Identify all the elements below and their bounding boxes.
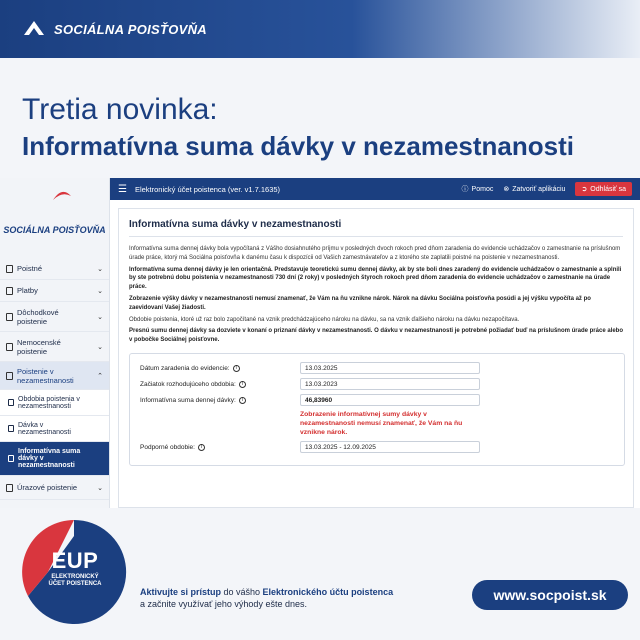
help-label: Pomoc bbox=[471, 185, 494, 193]
sidebar-item-label: Úrazové poistenie bbox=[17, 483, 78, 492]
logout-label: Odhlásiť sa bbox=[590, 185, 626, 193]
headline bbox=[22, 92, 574, 164]
info-icon[interactable]: i bbox=[198, 444, 205, 451]
chevron-down-icon: ⌄ bbox=[97, 265, 103, 273]
hamburger-menu-icon[interactable]: ☰ bbox=[118, 183, 127, 195]
form-label-text: Podporné obdobie: bbox=[140, 443, 195, 451]
sidebar-subitem-label: Informatívna suma dávky v nezamestnanosti bbox=[18, 448, 81, 469]
sidebar-item-nemocenske[interactable] bbox=[0, 332, 109, 362]
form-row-start bbox=[140, 378, 614, 390]
id-card-icon bbox=[8, 399, 14, 406]
brand-logo bbox=[22, 17, 207, 41]
app-title: Elektronický účet poistenca (ver. v1.7.1635) bbox=[134, 184, 281, 194]
top-banner bbox=[0, 0, 640, 58]
close-app-label: Zatvoriť aplikáciu bbox=[512, 185, 566, 193]
sidebar bbox=[0, 178, 110, 508]
chevron-down-icon: ⌄ bbox=[97, 343, 103, 351]
document-icon bbox=[6, 287, 13, 295]
sidebar-subitem-label: Dávka v nezamestnanosti bbox=[18, 421, 71, 436]
form-label bbox=[140, 441, 300, 451]
app-screenshot bbox=[0, 178, 640, 508]
brand-emblem-icon bbox=[22, 17, 46, 41]
promo-part3: Elektronického účtu poistenca bbox=[262, 587, 394, 597]
sidebar-subitem-davka[interactable] bbox=[0, 416, 109, 442]
headline-line2: Informatívna suma dávky v nezamestnanosti bbox=[22, 131, 574, 161]
form-row-period bbox=[140, 441, 614, 453]
info-paragraph-1: Informatívna suma dennej dávky bola vypočítaná z Vášho dosiahnutého príjmu v posledných dvoch rokoch pred dňom zaradenia do evidencie uchádzačov o zamestnanie na príslušnom úrade práce, ktorý má Sociálna poisťovňa k danému času k dispozícii od Vašich zamestnávateľov a z ktorého ste zaplatili poistné na poistenie v nezamestnanosti. bbox=[129, 246, 621, 261]
sidebar-item-label: Platby bbox=[17, 286, 38, 295]
main-content bbox=[118, 208, 634, 508]
form-label-text: Začiatok rozhodujúceho obdobia: bbox=[140, 380, 236, 388]
sidebar-item-nezamestnanost[interactable] bbox=[0, 362, 109, 390]
sidebar-item-label: Poistné bbox=[17, 264, 43, 273]
info-icon[interactable]: i bbox=[233, 365, 240, 372]
document-icon bbox=[6, 313, 13, 321]
chevron-down-icon: ⌄ bbox=[97, 484, 103, 492]
promo-part1: Aktivujte si prístup bbox=[140, 587, 222, 597]
close-app-button[interactable] bbox=[503, 185, 565, 193]
logout-icon: ➲ bbox=[581, 186, 588, 193]
help-icon: ⓘ bbox=[461, 186, 469, 193]
sidebar-item-label: Dôchodkové poistenie bbox=[17, 307, 59, 326]
logout-button[interactable] bbox=[575, 182, 632, 196]
benefit-form-card bbox=[129, 353, 625, 466]
page-title: Informatívna suma dávky v nezamestnanosti bbox=[129, 219, 623, 237]
headline-line1: Tretia novinka: bbox=[22, 93, 218, 126]
sidebar-brand-name: SOCIÁLNA POISŤOVŇA bbox=[3, 225, 106, 235]
app-topbar bbox=[110, 178, 640, 200]
eup-abbr: EUP bbox=[51, 548, 99, 573]
sidebar-item-dochodkove[interactable] bbox=[0, 302, 109, 332]
sidebar-logo bbox=[0, 178, 109, 258]
eup-label bbox=[30, 548, 120, 588]
calculator-icon bbox=[8, 455, 14, 462]
document-icon bbox=[6, 484, 13, 492]
info-paragraph-4: Obdobie poistenia, ktoré už raz bolo započítané na vznik predchádzajúceho nároku na dávku, sa na vznik ďalšieho nároku na dávku nezapočítava. bbox=[129, 316, 520, 323]
form-label-text: Dátum zaradenia do evidencie: bbox=[140, 364, 230, 372]
close-app-icon: ⊗ bbox=[503, 186, 510, 193]
info-paragraph-2: Informatívna suma dennej dávky je len orientačná. Predstavuje teoretickú sumu dennej dávky, ak by ste boli dnes zaradený do evidencie uchádzačov o zamestnanie a splnili by ste potrebnú dobu poistenia v nezamestnanosti 730 dní (2 roky) v posledných štyroch rokoch pred dňom zaradenia do evidencie uchádzačov o zamestnanie na úrade práce. bbox=[129, 266, 622, 291]
sidebar-item-label: Poistenie v nezamestnanosti bbox=[17, 366, 74, 385]
document-icon bbox=[6, 343, 13, 351]
sidebar-item-poistne[interactable] bbox=[0, 258, 109, 280]
info-paragraph-3: Zobrazenie výšky dávky v nezamestnanosti nemusí znamenať, že Vám na ňu vznikne nárok. Nárok na dávku Sociálna poisťovňa posúdi a jej výšku vypočíta až po zaevidovaní Vašej žiadosti. bbox=[129, 295, 591, 311]
document-icon bbox=[6, 265, 13, 273]
info-icon[interactable]: i bbox=[239, 397, 246, 404]
promo-line2: a začnite využívať jeho výhody ešte dnes. bbox=[140, 599, 307, 609]
info-paragraph-5: Presnú sumu dennej dávky sa dozviete v konaní o priznaní dávky v nezamestnanosti. O dávku v nezamestnanosti je potrebné požiadať buď na príslušnom úrade práce alebo v pobočke Sociálnej poisťovne. bbox=[129, 328, 623, 344]
form-label bbox=[140, 394, 300, 404]
brand-swoosh-icon bbox=[52, 188, 72, 202]
amount-field[interactable]: 46,83960 bbox=[300, 394, 480, 406]
sidebar-item-platby[interactable] bbox=[0, 280, 109, 302]
brand-name: SOCIÁLNA POISŤOVŇA bbox=[54, 21, 207, 37]
form-label-text: Informatívna suma dennej dávky: bbox=[140, 396, 236, 404]
website-link[interactable]: www.socpoist.sk bbox=[472, 580, 628, 610]
chevron-down-icon: ⌄ bbox=[97, 313, 103, 321]
date-field[interactable]: 13.03.2025 bbox=[300, 362, 480, 374]
help-button[interactable] bbox=[462, 184, 494, 194]
chevron-down-icon: ⌄ bbox=[97, 287, 103, 295]
info-icon[interactable]: i bbox=[239, 381, 246, 388]
sidebar-item-label: Nemocenské poistenie bbox=[17, 337, 61, 356]
form-row-date bbox=[140, 362, 614, 374]
sidebar-subitem-label: Obdobia poistenia v nezamestnanosti bbox=[18, 395, 80, 410]
eup-line2: ÚČET POISTENCA bbox=[48, 581, 102, 587]
form-label bbox=[140, 378, 300, 388]
promo-text bbox=[140, 586, 393, 610]
document-icon bbox=[8, 425, 14, 432]
warning-text: Zobrazenie informatívnej sumy dávky v nezamestnanosti nemusí znamenať, že Vám na ňu vznikne nárok. bbox=[300, 410, 463, 436]
chevron-up-icon: ⌃ bbox=[97, 372, 103, 380]
sidebar-item-urazove[interactable] bbox=[0, 476, 109, 500]
document-icon bbox=[6, 372, 13, 380]
sidebar-subitem-obdobia[interactable] bbox=[0, 390, 109, 416]
eup-line1: ELEKTRONICKÝ bbox=[51, 574, 99, 580]
form-label bbox=[140, 362, 300, 372]
form-row-amount bbox=[140, 394, 614, 406]
promo-part2: do vášho bbox=[221, 587, 263, 597]
sidebar-subitem-informativna-suma[interactable] bbox=[0, 442, 109, 476]
period-field[interactable]: 13.03.2025 - 12.09.2025 bbox=[300, 441, 480, 453]
start-date-field[interactable]: 13.03.2023 bbox=[300, 378, 480, 390]
